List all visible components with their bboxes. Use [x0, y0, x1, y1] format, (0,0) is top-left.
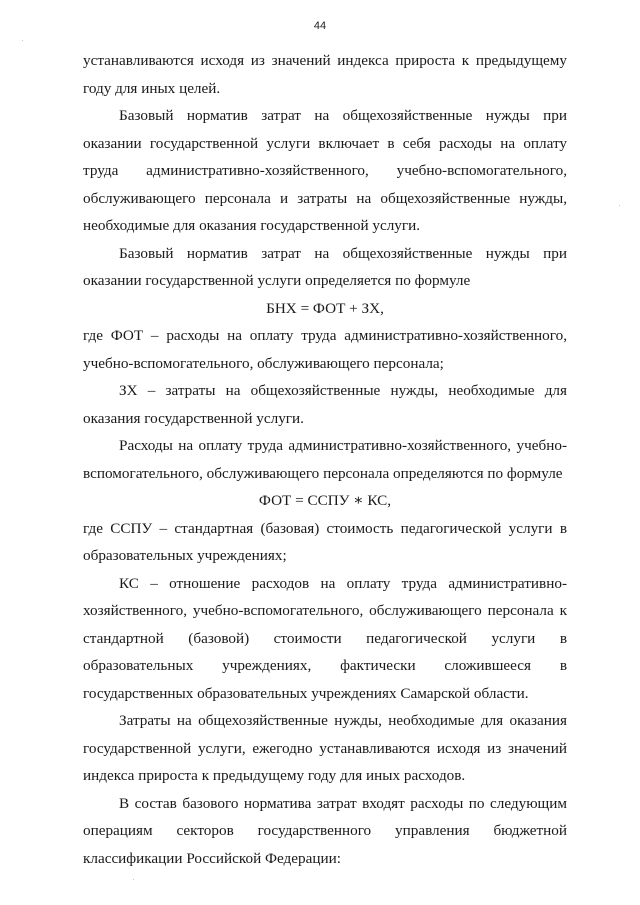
document-body — [83, 47, 567, 872]
paragraph-budget-classification: В состав базового норматива затрат входят расходы по следующим операциям секторов государственного управления бюджетной классификации Российской Федерации: — [83, 794, 567, 867]
definition-ks: КС – отношение расходов на оплату труда административно-хозяйственного, учебно-вспомогательного, обслуживающего персонала к стандартной (базовой) стоимости педагогической услуги в образовательных учреждениях, фактически сложившееся в государственных образовательных учреждениях Самарской области. — [83, 574, 567, 702]
formula-fot: ФОТ = ССПУ ∗ КС, — [258, 492, 392, 509]
scan-artifact — [22, 40, 23, 41]
formula-bnh: БНХ = ФОТ + ЗХ, — [266, 299, 384, 317]
definition-sspu: где ССПУ – стандартная (базовая) стоимость педагогической услуги в образовательных учреждениях; — [83, 519, 567, 564]
scan-artifact — [133, 879, 134, 880]
paragraph-general-expenses: Затраты на общехозяйственные нужды, необходимые для оказания государственной услуги, ежегодно устанавливаются исходя из значений индекса прироста к предыдущему году для иных расходов. — [83, 712, 567, 784]
page-number: 44 — [313, 20, 327, 32]
paragraph-fot-formula-intro: Расходы на оплату труда административно-хозяйственного, учебно-вспомогательного, обслуживающего персонала определяются по формуле — [83, 437, 567, 482]
paragraph-continuation: устанавливаются исходя из значений индекса прироста к предыдущему году для иных целей. — [83, 52, 567, 97]
paragraph-base-norm-composition: Базовый норматив затрат на общехозяйственные нужды при оказании государственной услуги включает в себя расходы на оплату труда административно-хозяйственного, учебно-вспомогательного, обслуживающего персонала и затраты на общехозяйственные нужды, необходимые для оказания государственной услуги. — [83, 107, 567, 234]
definition-zh: ЗХ – затраты на общехозяйственные нужды, необходимые для оказания государственной услуги. — [83, 382, 567, 427]
paragraph-base-norm-formula-intro: Базовый норматив затрат на общехозяйственные нужды при оказании государственной услуги определяется по формуле — [83, 244, 567, 289]
scan-artifact — [619, 205, 620, 206]
definition-fot: где ФОТ – расходы на оплату труда административно-хозяйственного, учебно-вспомогательного, обслуживающего персонала; — [83, 327, 567, 372]
